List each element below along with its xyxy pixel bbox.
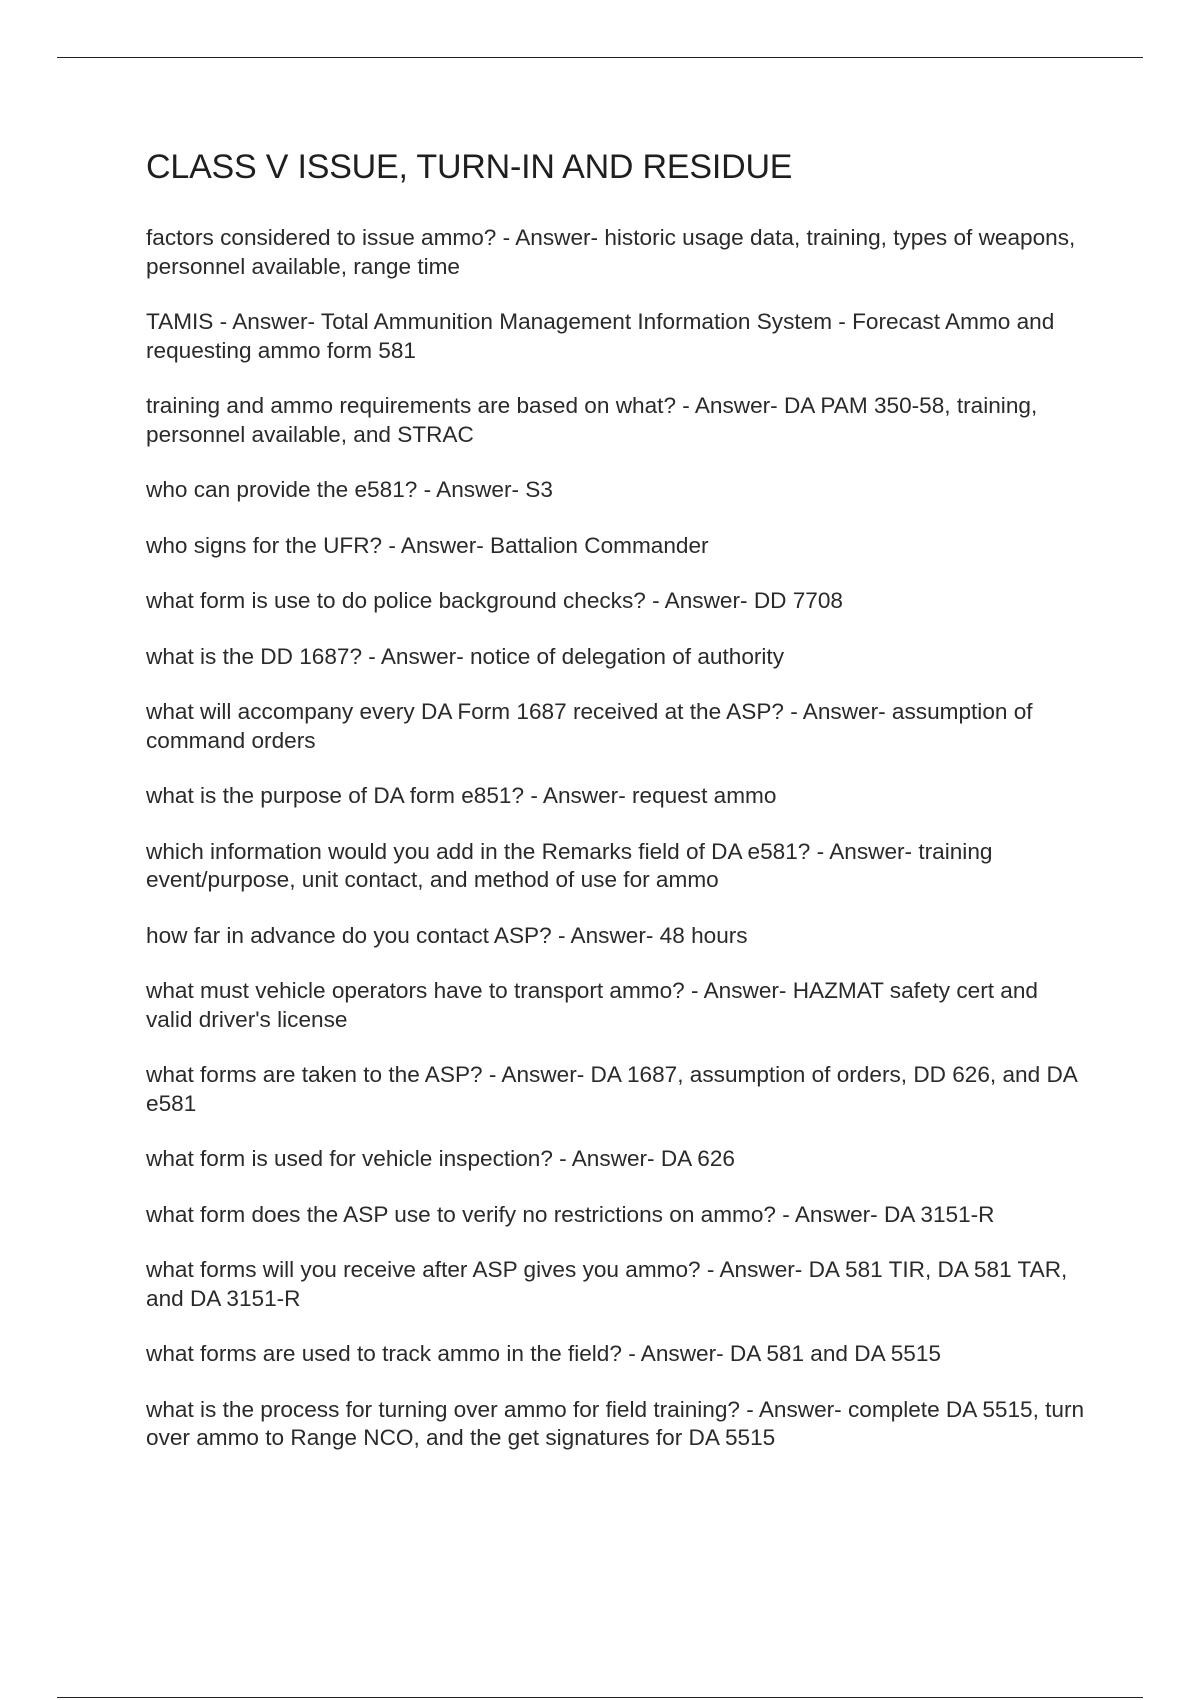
bottom-rule <box>57 1697 1143 1698</box>
qa-entry: what is the DD 1687? - Answer- notice of delegation of authority <box>146 643 785 669</box>
qa-entry: who signs for the UFR? - Answer- Battalion Commander <box>146 532 709 558</box>
qa-entry: training and ammo requirements are based on what? - Answer- DA PAM 350-58, training, personnel available, and STRAC <box>146 393 1038 447</box>
qa-entry: what forms are used to track ammo in the field? - Answer- DA 581 and DA 5515 <box>146 1341 941 1366</box>
qa-entry: what is the process for turning over ammo for field training? - Answer- complete DA 5515, turn over ammo to Range NCO, and the get signatures for DA 5515 <box>146 1396 1085 1450</box>
qa-entry: what form does the ASP use to verify no restrictions on ammo? - Answer- DA 3151-R <box>146 1201 995 1227</box>
qa-entry: what must vehicle operators have to transport ammo? - Answer- HAZMAT safety cert and valid driver's license <box>146 978 1038 1032</box>
qa-entry: how far in advance do you contact ASP? - Answer- 48 hours <box>146 922 748 948</box>
document-body <box>146 140 1086 1480</box>
qa-entry: TAMIS - Answer- Total Ammunition Management Information System - Forecast Ammo and requesting ammo form 581 <box>146 309 1055 363</box>
top-rule <box>57 57 1143 58</box>
qa-entry: what forms will you receive after ASP gives you ammo? - Answer- DA 581 TIR, DA 581 TAR, and DA 3151-R <box>146 1257 1068 1311</box>
qa-entry: which information would you add in the Remarks field of DA e581? - Answer- training event/purpose, unit contact, and method of use for ammo <box>146 838 993 892</box>
qa-entry: what is the purpose of DA form e851? - Answer- request ammo <box>146 783 777 808</box>
qa-entry: what will accompany every DA Form 1687 received at the ASP? - Answer- assumption of command orders <box>146 699 1033 753</box>
qa-entry: what form is use to do police background checks? - Answer- DD 7708 <box>146 588 843 613</box>
qa-entry: what forms are taken to the ASP? - Answer- DA 1687, assumption of orders, DD 626, and DA e581 <box>146 1062 1077 1116</box>
qa-entry: factors considered to issue ammo? - Answer- historic usage data, training, types of weapons, personnel available, range time <box>146 225 1076 279</box>
page-title: CLASS V ISSUE, TURN-IN AND RESIDUE <box>146 148 793 186</box>
qa-entry: who can provide the e581? - Answer- S3 <box>146 477 553 502</box>
qa-entry: what form is used for vehicle inspection? - Answer- DA 626 <box>146 1146 735 1171</box>
